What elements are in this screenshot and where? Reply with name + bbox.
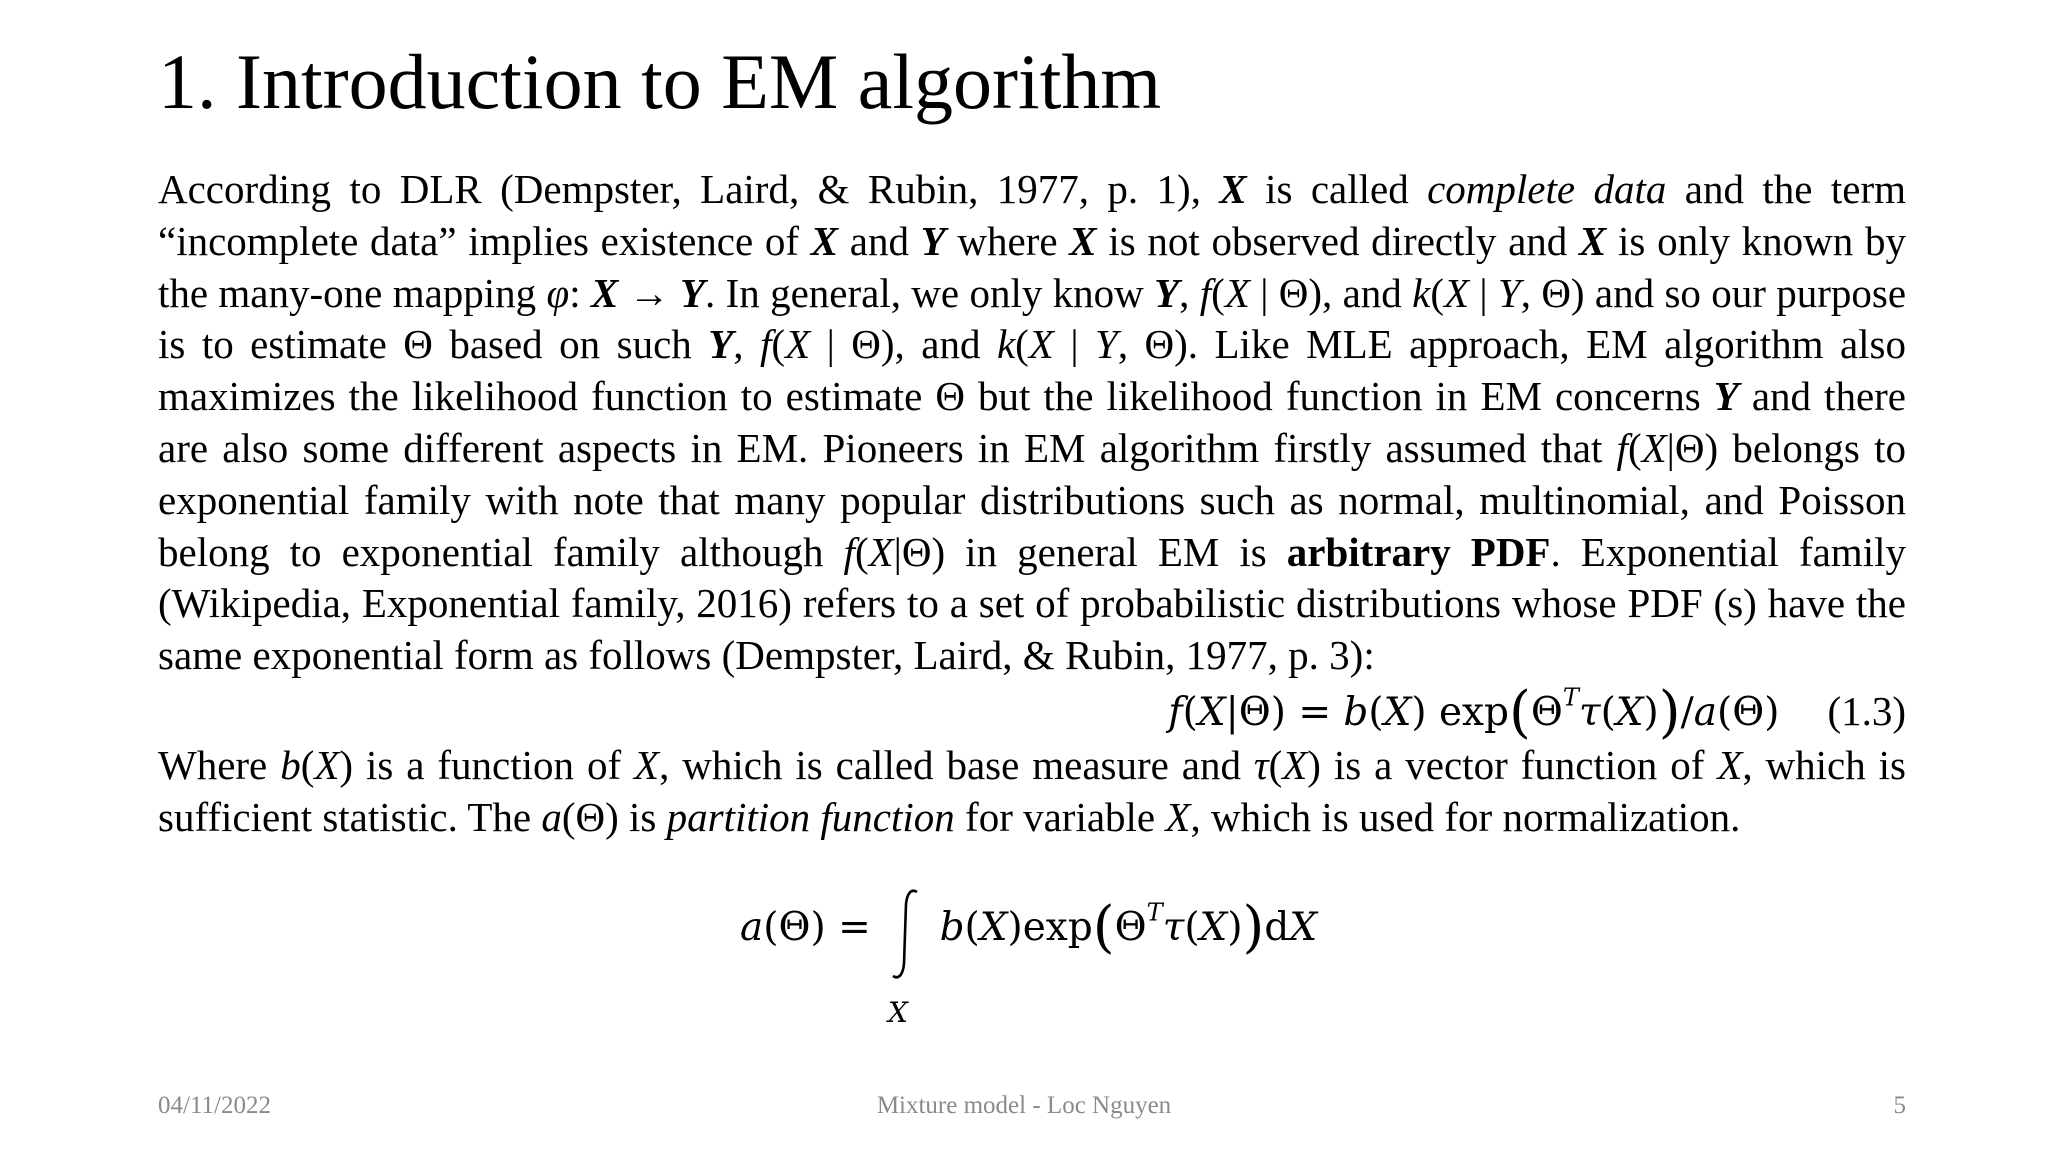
paragraph-intro: According to DLR (Dempster, Laird, & Rubin, 1977, p. 1), X is called complete data and the term “incomplete data” implies existence of X and Y where X is not observed directly and X is only known by the many-one mapping φ: X → Y. In general, we only know Y, f(X | Θ), and k(X | Y, Θ) and so our purpose is to estimate Θ based on such Y, f(X | Θ), and k(X | Y, Θ). Like MLE approach, EM algorithm also maximizes the likelihood function to estimate Θ but the likelihood function in EM concerns Y and there are also some different aspects in EM. Pioneers in EM algorithm firstly assumed that f(X|Θ) belongs to exponential family with note that many popular distributions such as normal, multinomial, and Poisson belong to exponential family although f(X|Θ) in general EM is arbitrary PDF. Exponential family (Wikipedia, Exponential family, 2016) refers to a set of probabilistic distributions whose PDF (s) have the same exponential form as follows (Dempster, Laird, & Rubin, 1977, p. 3):: [158, 166, 1907, 679]
slide-title: 1. Introduction to EM algorithm: [158, 38, 1162, 125]
slide-body: [158, 164, 1906, 844]
integral-subscript: X: [888, 996, 908, 1029]
integral-sign-icon: [883, 900, 927, 960]
equation-partition-integral: a(Θ) = $b(X)\exp(\Theta^T\tau(X))dX$: [740, 898, 1317, 960]
footer-date: 04/11/2022: [158, 1092, 271, 1119]
equation-number: (1.3): [1827, 687, 1906, 734]
footer-title: Mixture model - Loc Nguyen: [876, 1092, 1172, 1119]
slide-number: 5: [1893, 1092, 1906, 1119]
paragraph-where: Where b(X) is a function of X, which is called base measure and τ(X) is a vector function of X, which is sufficient statistic. The a(Θ) is partition function for variable X, which is used for normalization.: [158, 741, 1907, 840]
equation-1-3: f(X|Θ) = b(X) $\exp(\Theta^T\tau(X))/a(\Theta)$ (1.3): [1168, 679, 1906, 745]
